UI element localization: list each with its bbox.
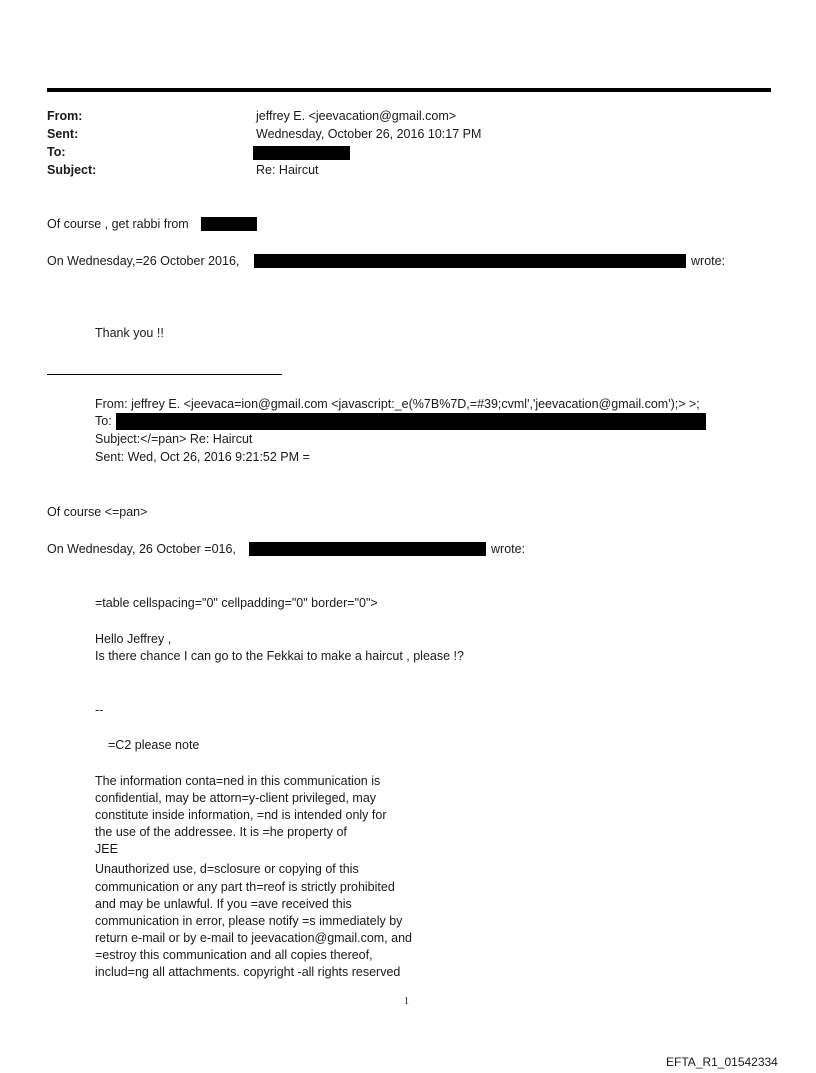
disclaimer-line: and may be unlawful. If you =ave received this <box>95 897 352 911</box>
redaction-to <box>253 146 350 160</box>
page-number: 1 <box>404 996 409 1007</box>
from-value: jeffrey E. <jeevacation@gmail.com> <box>256 109 457 123</box>
disclaimer-line: Unauthorized use, d=sclosure or copying of this <box>95 862 359 876</box>
redaction-quoted-to <box>116 413 706 430</box>
sent-value: Wednesday, October 26, 2016 10:17 PM <box>256 127 482 141</box>
sent-label: Sent: <box>47 127 79 141</box>
please-note-line: =C2 please note <box>108 738 200 752</box>
to-label: To: <box>47 145 66 159</box>
quoted-subject-line: Subject:</=pan> Re: Haircut <box>95 432 253 446</box>
disclaimer-line: includ=ng all attachments. copyright -all rights reserved <box>95 965 401 979</box>
question-line: Is there chance I can go to the Fekkai to make a haircut , please !? <box>95 649 464 663</box>
quoted-from-line: From: jeffrey E. <jeevaca=ion@gmail.com <javascript:_e(%7B%7D,=#39;cvml','jeevacation@gmail.com');> >; <box>95 397 700 411</box>
disclaimer-line: communication or any part th=reof is strictly prohibited <box>95 880 395 894</box>
disclaimer-line: =estroy this communication and all copies thereof, <box>95 948 373 962</box>
redaction-sender <box>254 254 686 268</box>
from-label: From: <box>47 109 83 123</box>
disclaimer-line: communication in error, please notify =s immediately by <box>95 914 403 928</box>
disclaimer-line: constitute inside information, =nd is intended only for <box>95 808 387 822</box>
redaction-rabbi <box>201 217 257 231</box>
disclaimer-line: The information conta=ned in this communication is <box>95 774 381 788</box>
subject-value: Re: Haircut <box>256 163 319 177</box>
body-line-2-prefix: On Wednesday,=26 October 2016, <box>47 254 240 268</box>
quoted-to-label: To: <box>95 414 112 428</box>
header-rule <box>47 88 771 92</box>
document-id: EFTA_R1_01542334 <box>666 1055 778 1069</box>
subject-label: Subject: <box>47 163 97 177</box>
thanks-line: Thank you !! <box>95 326 164 340</box>
disclaimer-line: confidential, may be attorn=y-client privileged, may <box>95 791 377 805</box>
disclaimer-line: the use of the addressee. It is =he property of <box>95 825 347 839</box>
quote-separator <box>47 374 282 375</box>
hello-line: Hello Jeffrey , <box>95 632 172 646</box>
disclaimer-line: return e-mail or by e-mail to jeevacation@gmail.com, and <box>95 931 412 945</box>
body-line-1: Of course , get rabbi from <box>47 217 189 231</box>
signature-dashes: -- <box>95 703 104 717</box>
of-course-line: Of course <=pan> <box>47 505 148 519</box>
body-line-2-suffix: wrote: <box>691 254 726 268</box>
table-markup-line: =table cellspacing="0" cellpadding="0" border="0"> <box>95 596 378 610</box>
redaction-quoted-sender <box>249 542 486 556</box>
on-line-prefix: On Wednesday, 26 October =016, <box>47 542 236 556</box>
quoted-sent-line: Sent: Wed, Oct 26, 2016 9:21:52 PM = <box>95 450 310 464</box>
disclaimer-line: JEE <box>95 842 118 856</box>
on-line-suffix: wrote: <box>491 542 526 556</box>
